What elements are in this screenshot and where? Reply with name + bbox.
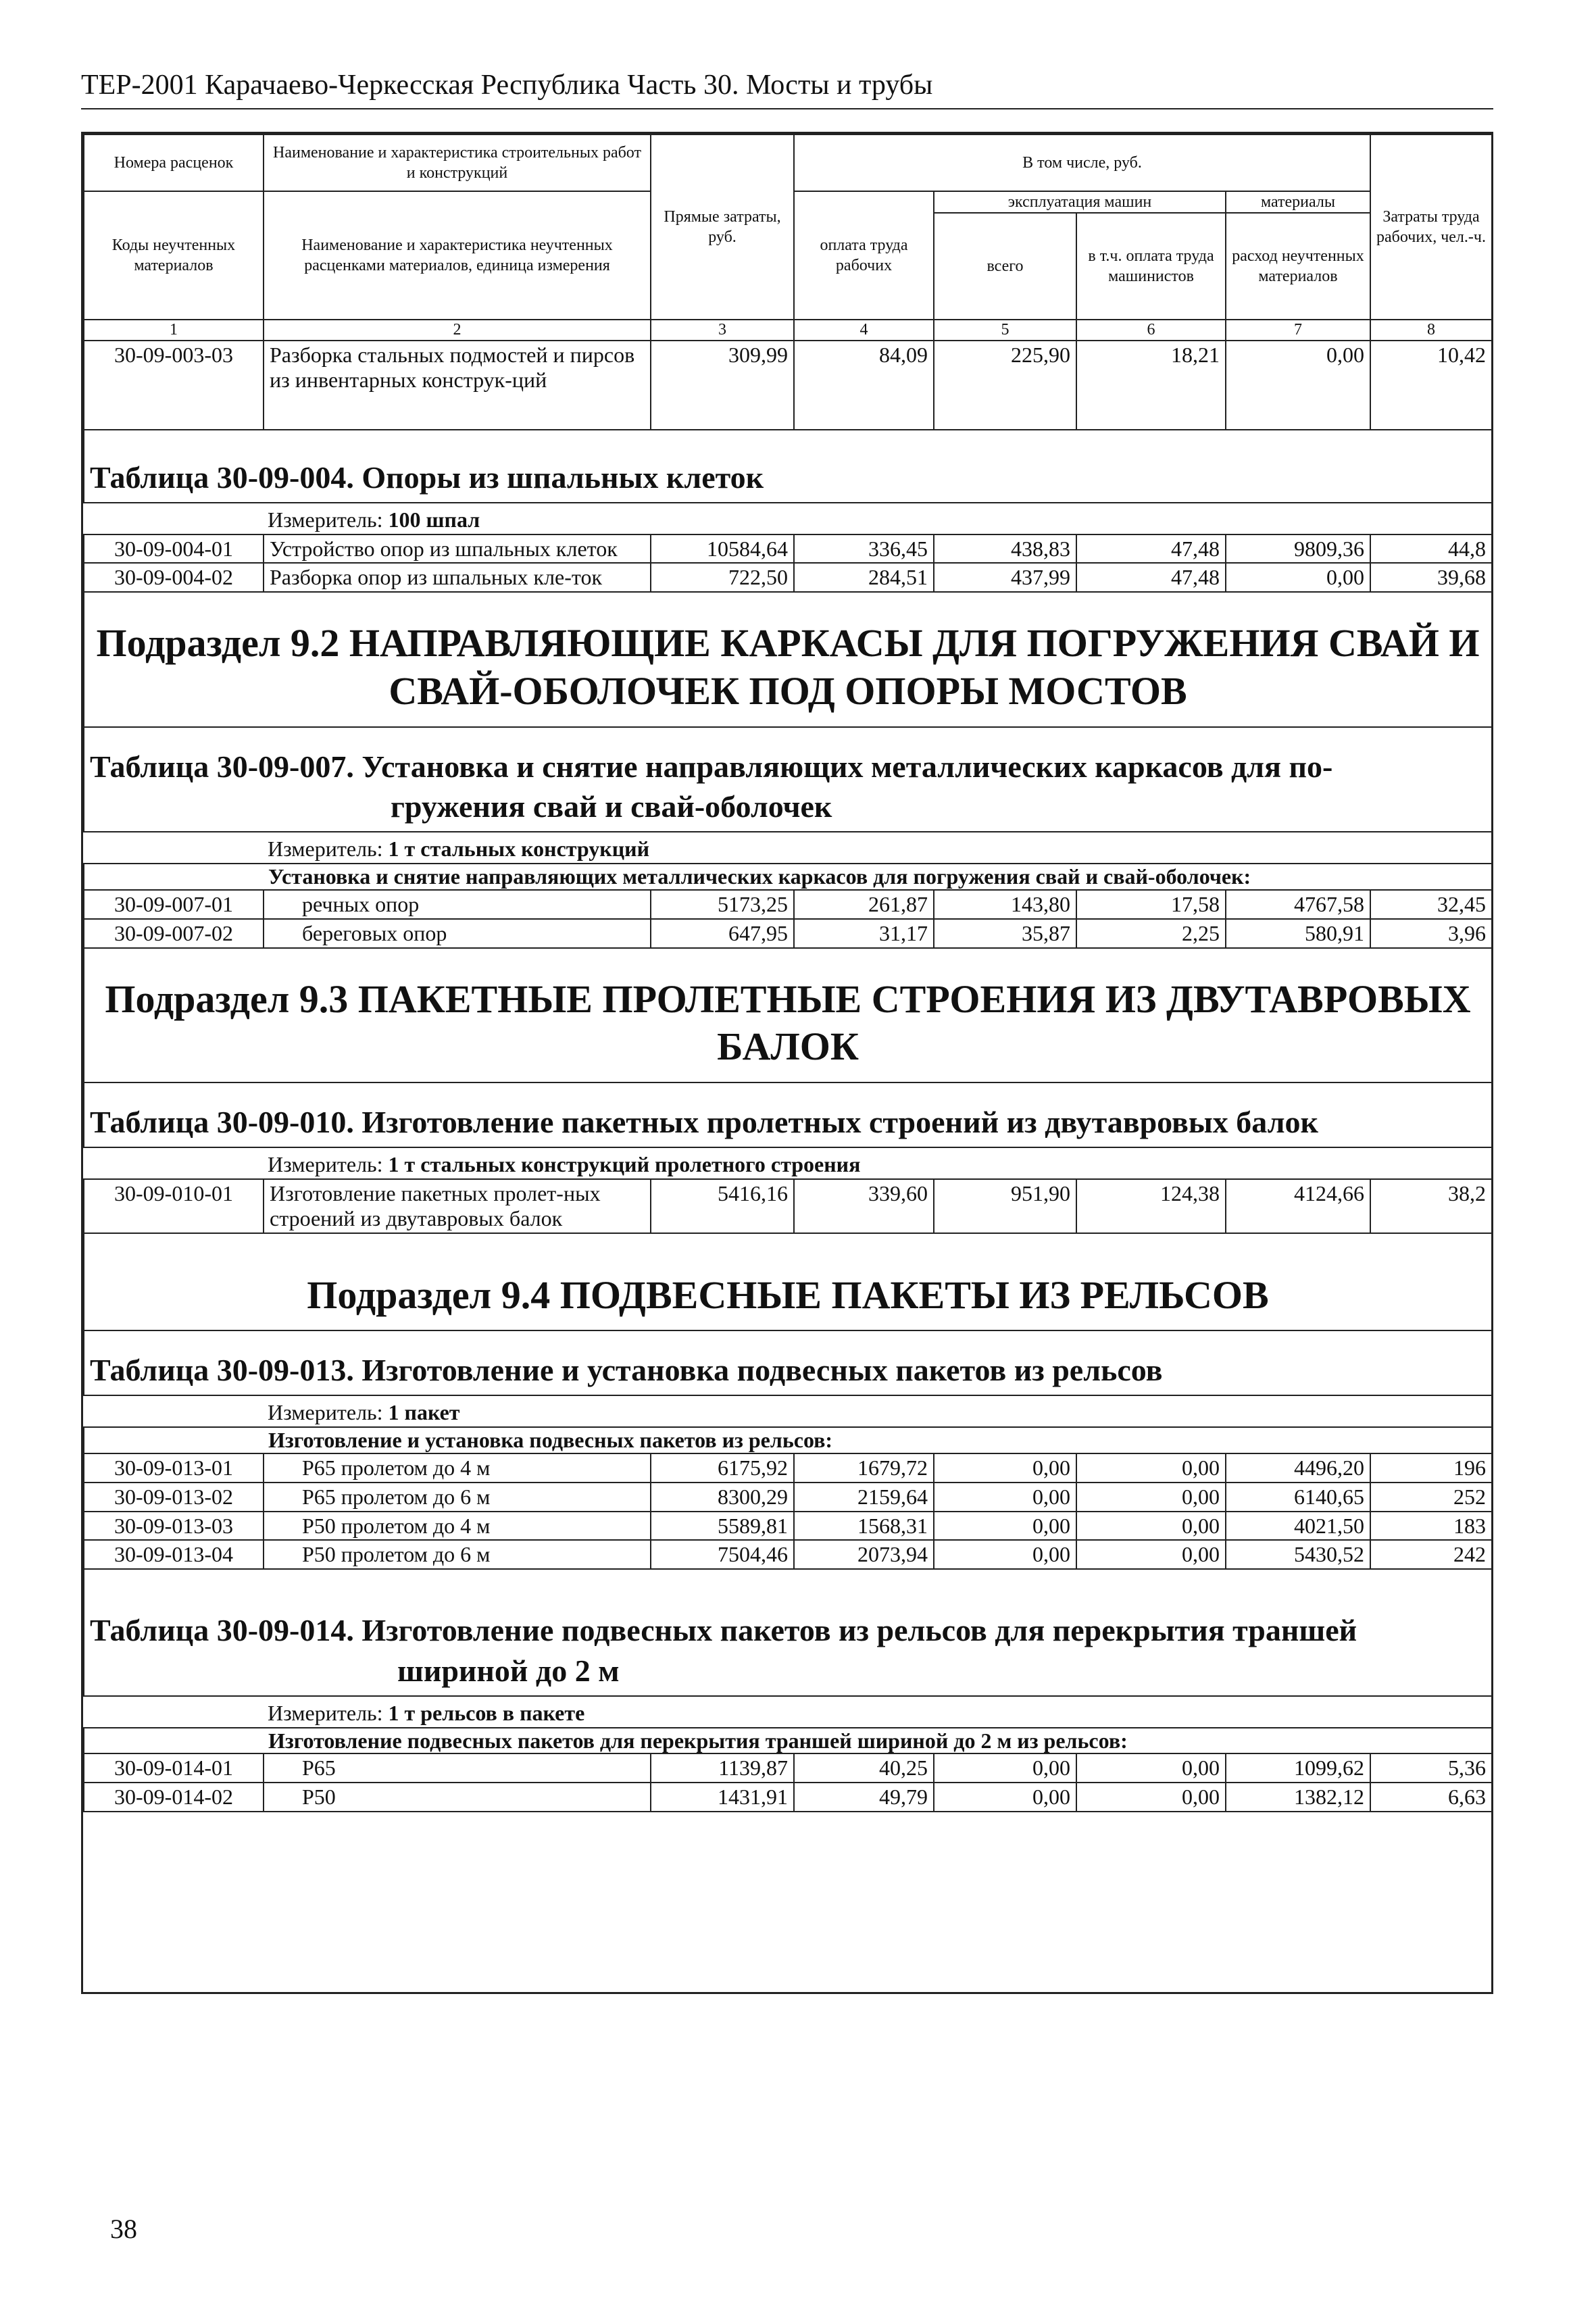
direct-cost: 722,50 [651, 563, 794, 592]
machinist-pay: 47,48 [1076, 534, 1226, 564]
col-name-top: Наименование и характеристика строительных работ и конструкций [264, 134, 651, 191]
table-title [84, 1569, 1492, 1696]
table-row [84, 1483, 1492, 1512]
machine-total: 0,00 [934, 1783, 1076, 1812]
column-number: 4 [794, 320, 934, 341]
machine-total: 951,90 [934, 1179, 1076, 1233]
rate-code: 30-09-013-04 [84, 1540, 264, 1569]
machinist-pay: 0,00 [1076, 1512, 1226, 1541]
meter-label: Измеритель: [268, 1700, 383, 1725]
page-number: 38 [110, 2214, 137, 2244]
meter-value: 1 т стальных конструкций пролетного строения [388, 1151, 861, 1176]
table-row [84, 1783, 1492, 1812]
rate-code: 30-09-004-01 [84, 534, 264, 564]
worker-pay: 261,87 [794, 890, 934, 919]
col-group-header: В том числе, руб. [794, 134, 1370, 191]
section-title: Подраздел 9.3 ПАКЕТНЫЕ ПРОЛЕТНЫЕ СТРОЕНИЯ ИЗ ДВУТАВРОВЫХ БАЛОК [84, 948, 1492, 1083]
table-row [84, 890, 1492, 919]
col-mach-total-header: всего [934, 213, 1076, 320]
rate-code: 30-09-010-01 [84, 1179, 264, 1233]
table-title-line: шириной до 2 м [397, 1653, 620, 1688]
rate-code: 30-09-013-01 [84, 1453, 264, 1483]
rate-code: 30-09-013-03 [84, 1512, 264, 1541]
machinist-pay: 47,48 [1076, 563, 1226, 592]
worker-pay: 339,60 [794, 1179, 934, 1233]
table-row [84, 563, 1492, 592]
group-heading: Изготовление подвесных пакетов для перекрытия траншей шириной до 2 м из рельсов: [84, 1728, 1492, 1754]
worker-pay: 1568,31 [794, 1512, 934, 1541]
rate-code: 30-09-013-02 [84, 1483, 264, 1512]
direct-cost: 10584,64 [651, 534, 794, 564]
rates-frame [81, 132, 1493, 1994]
meter-label: Измеритель: [268, 1151, 383, 1176]
machine-total: 437,99 [934, 563, 1076, 592]
machinist-pay: 0,00 [1076, 1540, 1226, 1569]
rate-name: Р65 пролетом до 6 м [264, 1483, 651, 1512]
machine-total: 143,80 [934, 890, 1076, 919]
labor-hours: 183 [1370, 1512, 1492, 1541]
rate-code: 30-09-004-02 [84, 563, 264, 592]
table-header-row-1 [84, 134, 1492, 191]
rate-code: 30-09-007-01 [84, 890, 264, 919]
group-heading: Установка и снятие направляющих металлических каркасов для погружения свай и свай-оболочек: [84, 864, 1492, 890]
column-number: 5 [934, 320, 1076, 341]
rate-name: Р50 пролетом до 4 м [264, 1512, 651, 1541]
table-row [84, 1179, 1492, 1233]
materials-cost: 4021,50 [1226, 1512, 1370, 1541]
materials-cost: 9809,36 [1226, 534, 1370, 564]
rate-code: 30-09-014-02 [84, 1783, 264, 1812]
direct-cost: 7504,46 [651, 1540, 794, 1569]
table-title-row [84, 727, 1492, 832]
table-row [84, 1540, 1492, 1569]
machine-total: 35,87 [934, 919, 1076, 948]
materials-cost: 4496,20 [1226, 1453, 1370, 1483]
meter-row [84, 503, 1492, 534]
meter-line [84, 1147, 1492, 1179]
meter-value: 1 т рельсов в пакете [388, 1700, 585, 1725]
table-row [84, 919, 1492, 948]
rate-code: 30-09-014-01 [84, 1753, 264, 1783]
table-title-line: гружения свай и свай-оболочек [391, 789, 832, 824]
table-row [84, 1753, 1492, 1783]
col-machines-group: эксплуатация машин [934, 191, 1226, 213]
meter-label: Измеритель: [268, 837, 383, 862]
labor-hours: 5,36 [1370, 1753, 1492, 1783]
materials-cost: 0,00 [1226, 563, 1370, 592]
labor-hours: 39,68 [1370, 563, 1492, 592]
col-name-bottom: Наименование и характеристика неучтенных расценками материалов, единица измерения [264, 191, 651, 320]
col-labor-header: Затраты труда рабочих, чел.-ч. [1370, 134, 1492, 320]
column-number: 2 [264, 320, 651, 341]
rate-name: береговых опор [264, 919, 651, 948]
machinist-pay: 0,00 [1076, 1753, 1226, 1783]
machinist-pay: 18,21 [1076, 341, 1226, 430]
table-title [84, 727, 1492, 832]
col-codes-bottom: Коды неучтенных материалов [84, 191, 264, 320]
table-title-row [84, 430, 1492, 503]
col-direct-header: Прямые затраты, руб. [651, 134, 794, 320]
labor-hours: 6,63 [1370, 1783, 1492, 1812]
worker-pay: 336,45 [794, 534, 934, 564]
worker-pay: 84,09 [794, 341, 934, 430]
machine-total: 0,00 [934, 1512, 1076, 1541]
meter-value: 100 шпал [388, 507, 480, 532]
machine-total: 438,83 [934, 534, 1076, 564]
machine-total: 225,90 [934, 341, 1076, 430]
column-number: 8 [1370, 320, 1492, 341]
machinist-pay: 0,00 [1076, 1783, 1226, 1812]
meter-value: 1 пакет [388, 1400, 460, 1425]
labor-hours: 196 [1370, 1453, 1492, 1483]
machinist-pay: 0,00 [1076, 1483, 1226, 1512]
col-materials-group: материалы [1226, 191, 1370, 213]
labor-hours: 242 [1370, 1540, 1492, 1569]
materials-cost: 1099,62 [1226, 1753, 1370, 1783]
meter-row [84, 1395, 1492, 1427]
table-title-row [84, 1082, 1492, 1147]
rate-name: Р50 [264, 1783, 651, 1812]
rate-name: Устройство опор из шпальных клеток [264, 534, 651, 564]
materials-cost: 4767,58 [1226, 890, 1370, 919]
column-number: 6 [1076, 320, 1226, 341]
table-title: Таблица 30-09-010. Изготовление пакетных пролетных строений из двутавровых балок [84, 1082, 1492, 1147]
meter-label: Измеритель: [268, 1400, 383, 1425]
meter-line [84, 832, 1492, 864]
column-number: 7 [1226, 320, 1370, 341]
direct-cost: 5416,16 [651, 1179, 794, 1233]
machinist-pay: 124,38 [1076, 1179, 1226, 1233]
worker-pay: 284,51 [794, 563, 934, 592]
rate-name: Р65 [264, 1753, 651, 1783]
table-row [84, 534, 1492, 564]
direct-cost: 5173,25 [651, 890, 794, 919]
machinist-pay: 17,58 [1076, 890, 1226, 919]
worker-pay: 2159,64 [794, 1483, 934, 1512]
table-title-line: Таблица 30-09-014. Изготовление подвесных пакетов из рельсов для перекрытия траншей [90, 1613, 1357, 1648]
materials-cost: 6140,65 [1226, 1483, 1370, 1512]
materials-cost: 1382,12 [1226, 1783, 1370, 1812]
group-row [84, 1728, 1492, 1754]
labor-hours: 44,8 [1370, 534, 1492, 564]
rate-name: Разборка опор из шпальных кле-ток [264, 563, 651, 592]
machinist-pay: 0,00 [1076, 1453, 1226, 1483]
meter-row [84, 1696, 1492, 1728]
machine-total: 0,00 [934, 1540, 1076, 1569]
rate-name: Р65 пролетом до 4 м [264, 1453, 651, 1483]
rates-table [83, 134, 1493, 1812]
materials-cost: 580,91 [1226, 919, 1370, 948]
worker-pay: 31,17 [794, 919, 934, 948]
column-number: 3 [651, 320, 794, 341]
rate-name: Разборка стальных подмостей и пирсов из инвентарных конструк-ций [264, 341, 651, 430]
table-title: Таблица 30-09-013. Изготовление и установка подвесных пакетов из рельсов [84, 1330, 1492, 1395]
meter-value: 1 т стальных конструкций [388, 837, 650, 862]
machine-total: 0,00 [934, 1453, 1076, 1483]
col-mach-pay-header: в т.ч. оплата труда машинистов [1076, 213, 1226, 320]
labor-hours: 252 [1370, 1483, 1492, 1512]
direct-cost: 1139,87 [651, 1753, 794, 1783]
machinist-pay: 2,25 [1076, 919, 1226, 948]
labor-hours: 3,96 [1370, 919, 1492, 948]
rate-name: Изготовление пакетных пролет-ных строений из двутавровых балок [264, 1179, 651, 1233]
group-row [84, 1427, 1492, 1453]
worker-pay: 2073,94 [794, 1540, 934, 1569]
table-title-row [84, 1569, 1492, 1696]
meter-label: Измеритель: [268, 507, 383, 532]
meter-row [84, 1147, 1492, 1179]
labor-hours: 10,42 [1370, 341, 1492, 430]
worker-pay: 1679,72 [794, 1453, 934, 1483]
table-title: Таблица 30-09-004. Опоры из шпальных клеток [84, 430, 1492, 503]
meter-row [84, 832, 1492, 864]
col-pay-header: оплата труда рабочих [794, 191, 934, 320]
section-title: Подраздел 9.4 ПОДВЕСНЫЕ ПАКЕТЫ ИЗ РЕЛЬСОВ [84, 1233, 1492, 1331]
direct-cost: 5589,81 [651, 1512, 794, 1541]
machine-total: 0,00 [934, 1753, 1076, 1783]
section-title: Подраздел 9.2 НАПРАВЛЯЮЩИЕ КАРКАСЫ ДЛЯ ПОГРУЖЕНИЯ СВАЙ И СВАЙ-ОБОЛОЧЕК ПОД ОПОРЫ МОСТОВ [84, 592, 1492, 727]
materials-cost: 0,00 [1226, 341, 1370, 430]
col-materials-header: расход неучтенных материалов [1226, 213, 1370, 320]
table-title-line: Таблица 30-09-007. Установка и снятие направляющих металлических каркасов для по- [90, 749, 1333, 784]
direct-cost: 8300,29 [651, 1483, 794, 1512]
direct-cost: 1431,91 [651, 1783, 794, 1812]
section-row [84, 948, 1492, 1083]
col-codes-top: Номера расценок [84, 134, 264, 191]
direct-cost: 6175,92 [651, 1453, 794, 1483]
labor-hours: 32,45 [1370, 890, 1492, 919]
direct-cost: 309,99 [651, 341, 794, 430]
meter-line [84, 1395, 1492, 1427]
materials-cost: 5430,52 [1226, 1540, 1370, 1569]
direct-cost: 647,95 [651, 919, 794, 948]
table-title-row [84, 1330, 1492, 1395]
column-numbers-row [84, 320, 1492, 341]
table-row [84, 341, 1492, 430]
rate-name: речных опор [264, 890, 651, 919]
section-row [84, 592, 1492, 727]
page-header: ТЕР-2001 Карачаево-Черкесская Республика Часть 30. Мосты и трубы [81, 69, 1493, 109]
column-number: 1 [84, 320, 264, 341]
machine-total: 0,00 [934, 1483, 1076, 1512]
table-row [84, 1512, 1492, 1541]
worker-pay: 40,25 [794, 1753, 934, 1783]
labor-hours: 38,2 [1370, 1179, 1492, 1233]
rate-code: 30-09-007-02 [84, 919, 264, 948]
group-heading: Изготовление и установка подвесных пакетов из рельсов: [84, 1427, 1492, 1453]
meter-line [84, 503, 1492, 534]
rate-name: Р50 пролетом до 6 м [264, 1540, 651, 1569]
rate-code: 30-09-003-03 [84, 341, 264, 430]
table-row [84, 1453, 1492, 1483]
meter-line [84, 1696, 1492, 1728]
worker-pay: 49,79 [794, 1783, 934, 1812]
section-row [84, 1233, 1492, 1331]
materials-cost: 4124,66 [1226, 1179, 1370, 1233]
group-row [84, 864, 1492, 890]
